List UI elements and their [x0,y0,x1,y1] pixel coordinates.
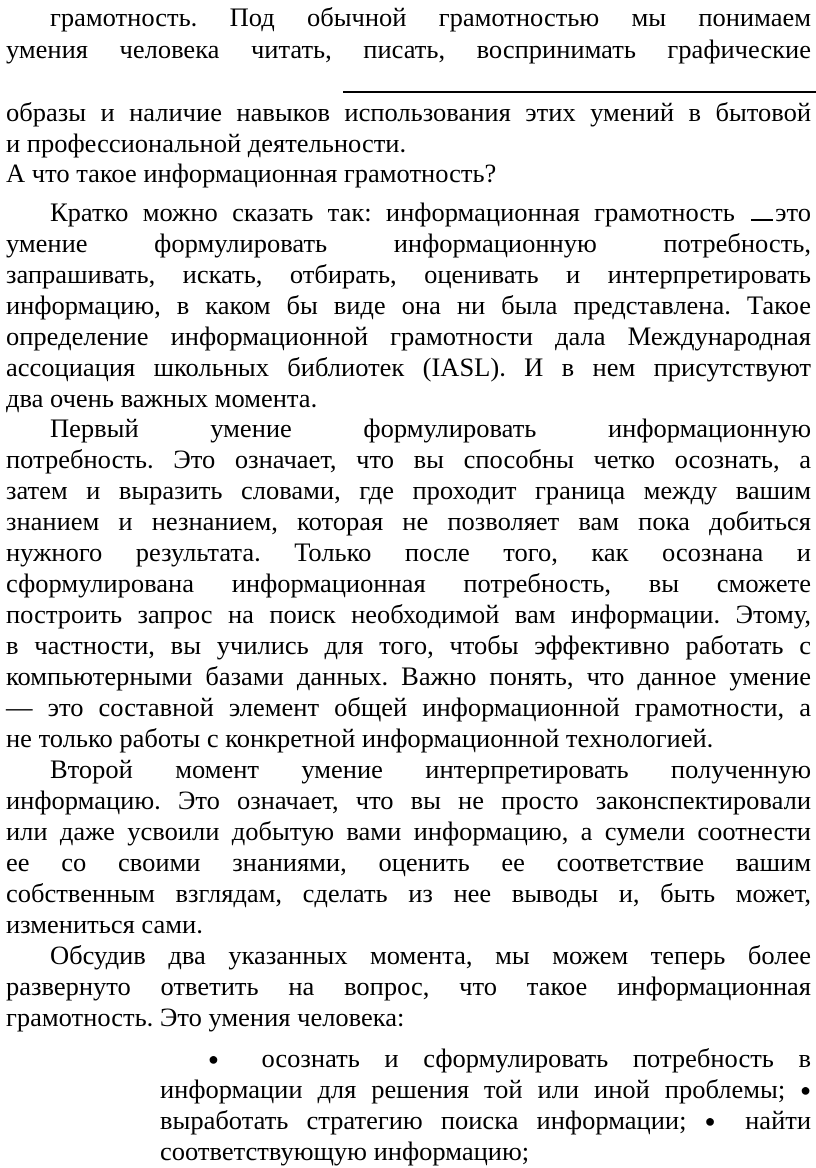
bullet-icon: ● [704,1111,727,1131]
list-line [160,1043,811,1076]
text-line: сформулирована информационная потребность, вы сможете [6,568,811,598]
text-fragment: выработать стратегию поиска информации; [160,1105,687,1135]
text-line: в частности, вы учились для того, чтобы эффективно работать с [6,630,811,660]
list-line [160,1074,811,1107]
dash-mark [751,211,773,221]
text-line: информацию, в каком бы виде она ни была представлена. Такое [6,290,811,320]
text-line: или даже усвоили добытую вами информацию, а сумели соотнести [6,816,811,846]
bullet-icon: ● [800,1080,811,1100]
text-line: ассоциация школьных библиотек (IASL). И в нем присутствуют [6,352,811,382]
list-line [160,1105,811,1138]
list-line: соответствующую информацию; [160,1136,530,1166]
text-line: умение формулировать информационную потребность, [6,228,811,258]
text-fragment: Кратко можно сказать так: информационная грамотность [50,197,735,227]
text-line: затем и выразить словами, где проходит граница между вашим [6,475,811,505]
text-line: построить запрос на поиск необходимой вам информации. Этому, [6,599,811,629]
text-line: два очень важных момента. [6,383,318,413]
text-line: Второй момент умение интерпретировать полученную [50,754,811,784]
text-line: А что такое информационная грамотность? [6,158,497,188]
text-line: Обсудив два указанных момента, мы можем теперь более [50,940,811,970]
text-line: запрашивать, искать, отбирать, оценивать и интерпретировать [6,259,811,289]
text-line: знанием и незнанием, которая не позволяет вам пока добиться [6,506,811,536]
text-line: и профессиональной деятельности. [6,128,407,158]
underline-rule [343,91,816,93]
text-line: нужного результата. Только после того, как осознана и [6,537,811,567]
text-line: развернуто ответить на вопрос, что такое информационная [6,971,811,1001]
text-line: — это составной элемент общей информационной грамотности, а [6,692,811,722]
text-line: Первый умение формулировать информационную [50,413,811,443]
text-line: грамотность. Это умения человека: [6,1002,405,1032]
text-fragment: это [775,197,812,227]
text-line: не только работы с конкретной информационной технологией. [6,723,714,753]
text-line: определение информационной грамотности дала Международная [6,321,811,351]
text-line: ее со своими знаниями, оценить ее соответствие вашим [6,847,811,877]
text-line: образы и наличие навыков использования этих умений в бытовой [6,97,811,127]
text-line [50,197,811,229]
text-fragment: найти [745,1105,812,1135]
text-line: измениться сами. [6,909,203,939]
text-line: потребность. Это означает, что вы способны четко осознать, а [6,444,811,474]
text-fragment: осознать и сформулировать потребность в [261,1043,812,1073]
text-line: компьютерными базами данных. Важно понять, что данное умение [6,661,811,691]
text-line: собственным взглядам, сделать из нее выводы и, быть может, [6,878,811,908]
bullet-icon: ● [208,1049,237,1069]
text-fragment: информации для решения той или иной проблемы; [160,1074,786,1104]
text-line: информацию. Это означает, что вы не просто законспектировали [6,785,811,815]
text-line: грамотность. Под обычной грамотностью мы понимаем [50,2,811,32]
text-line: умения человека читать, писать, воспринимать графические [6,34,811,64]
